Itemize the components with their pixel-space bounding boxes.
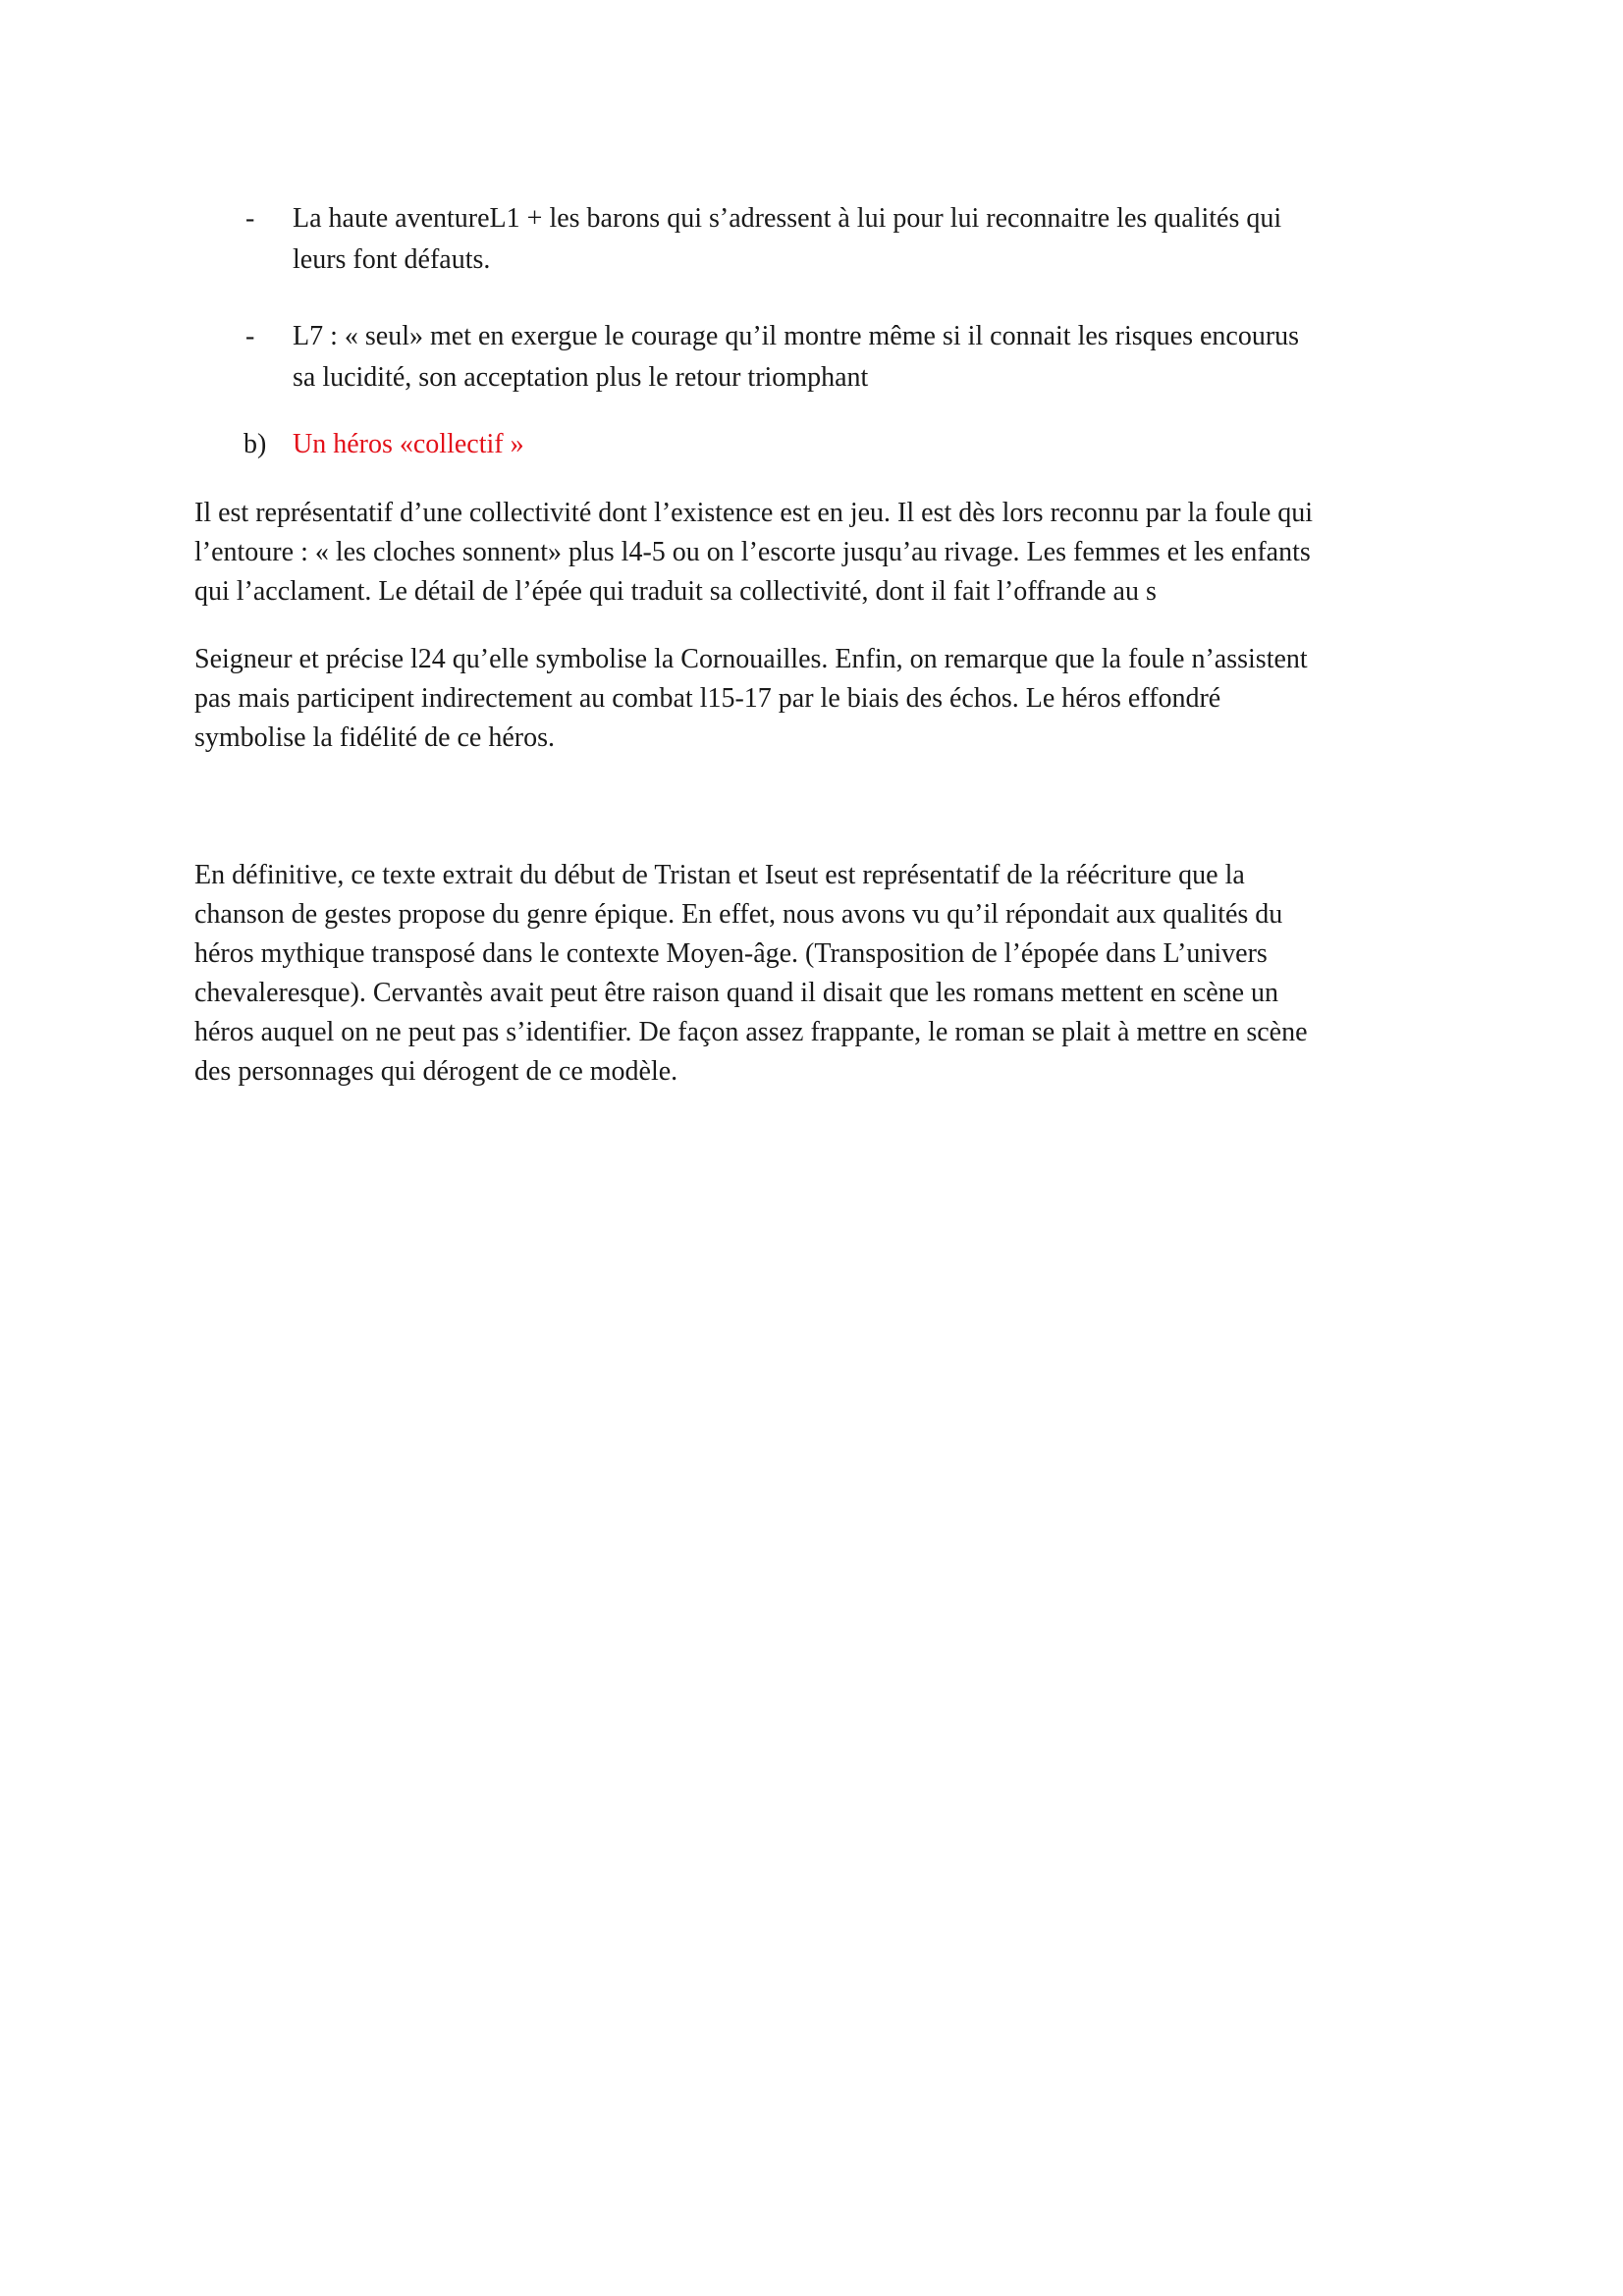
bullet-line: sa lucidité, son acceptation plus le retour triomphant xyxy=(293,362,869,393)
paragraph-line: héros mythique transposé dans le contexte Moyen-âge. (Transposition de l’épopée dans L’univers xyxy=(194,938,1268,969)
subheading-title: Un héros «collectif » xyxy=(293,429,524,459)
paragraph-line: l’entoure : « les cloches sonnent» plus l4-5 ou on l’escorte jusqu’au rivage. Les femmes et les enfants xyxy=(194,537,1311,567)
paragraph-line: chevaleresque). Cervantès avait peut être raison quand il disait que les romans mettent en scène un xyxy=(194,978,1279,1008)
bullet-item xyxy=(245,316,1492,399)
paragraph xyxy=(194,856,1549,1092)
bullet-dash: - xyxy=(245,321,255,351)
paragraph xyxy=(194,494,1549,612)
paragraph-line: héros auquel on ne peut pas s’identifier. De façon assez frappante, le roman se plait à mettre en scène xyxy=(194,1017,1308,1047)
bullet-line: L7 : « seul» met en exergue le courage qu’il montre même si il connait les risques encourus xyxy=(293,321,1300,351)
paragraph-line: symbolise la fidélité de ce héros. xyxy=(194,722,555,753)
bullet-line: leurs font défauts. xyxy=(293,244,491,275)
paragraph-line: chanson de gestes propose du genre épique. En effet, nous avons vu qu’il répondait aux qualités du xyxy=(194,899,1283,930)
section-subheading xyxy=(243,424,524,465)
subheading-marker: b) xyxy=(243,429,267,459)
paragraph xyxy=(194,640,1549,758)
paragraph-line: des personnages qui dérogent de ce modèle. xyxy=(194,1056,678,1087)
bullet-dash: - xyxy=(245,203,255,234)
paragraph-line: qui l’acclament. Le détail de l’épée qui traduit sa collectivité, dont il fait l’offrande au s xyxy=(194,576,1157,607)
paragraph-line: Il est représentatif d’une collectivité dont l’existence est en jeu. Il est dès lors reconnu par la foule qui xyxy=(194,498,1314,528)
bullet-line: La haute aventureL1 + les barons qui s’adressent à lui pour lui reconnaitre les qualités qui xyxy=(293,203,1282,234)
paragraph-line: Seigneur et précise l24 qu’elle symbolise la Cornouailles. Enfin, on remarque que la foule n’assistent xyxy=(194,644,1308,674)
bullet-item xyxy=(245,198,1492,281)
paragraph-line: En définitive, ce texte extrait du début de Tristan et Iseut est représentatif de la réécriture que la xyxy=(194,860,1245,890)
paragraph-line: pas mais participent indirectement au combat l15-17 par le biais des échos. Le héros effondré xyxy=(194,683,1221,714)
